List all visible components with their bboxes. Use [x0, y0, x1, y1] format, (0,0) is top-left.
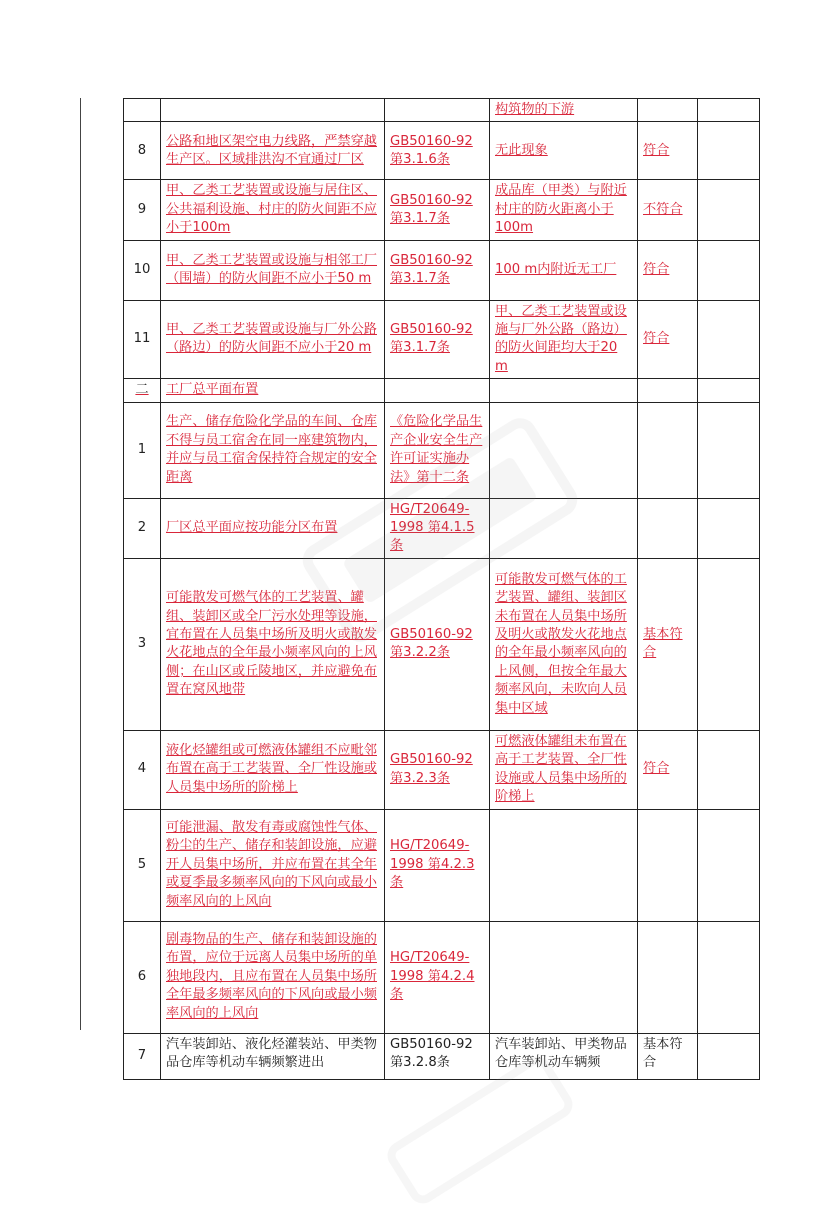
basis-cell: 《危险化学品生产企业安全生产许可证实施办法》第十二条 — [385, 402, 490, 498]
requirement-cell: 甲、乙类工艺装置或设施与相邻工厂（围墙）的防火间距不应小于50 m — [161, 240, 385, 300]
requirement-cell: 厂区总平面应按功能分区布置 — [161, 498, 385, 558]
basis-cell: GB50160-92 第3.1.7条 — [385, 300, 490, 379]
row-number: 6 — [124, 921, 161, 1033]
basis-cell: HG/T20649-1998 第4.1.5条 — [385, 498, 490, 558]
note-cell — [698, 402, 760, 498]
section-title: 工厂总平面布置 — [161, 379, 385, 402]
basis-cell — [385, 379, 490, 402]
table-row — [124, 730, 760, 809]
result-cell — [638, 402, 698, 498]
finding-cell — [490, 402, 638, 498]
note-cell — [698, 558, 760, 730]
row-number: 10 — [124, 240, 161, 300]
result-cell: 符合 — [638, 122, 698, 180]
result-cell — [638, 498, 698, 558]
requirement-cell — [161, 99, 385, 122]
note-cell — [698, 921, 760, 1033]
row-number: 7 — [124, 1033, 161, 1079]
row-number: 9 — [124, 180, 161, 240]
inspection-table — [123, 98, 760, 1080]
finding-cell: 可燃液体罐组未布置在高于工艺装置、全厂性设施或人员集中场所的阶梯上 — [490, 730, 638, 809]
result-cell — [638, 921, 698, 1033]
finding-cell: 100 m内附近无工厂 — [490, 240, 638, 300]
result-cell: 不符合 — [638, 180, 698, 240]
note-cell — [698, 180, 760, 240]
basis-cell — [385, 99, 490, 122]
table-row — [124, 498, 760, 558]
table-row — [124, 180, 760, 240]
table-row — [124, 240, 760, 300]
requirement-cell: 可能散发可燃气体的工艺装置、罐组、装卸区或全厂污水处理等设施，宜布置在人员集中场所及明火或散发火花地点的全年最小频率风向的上风侧；在山区或丘陵地区，并应避免布置在窝风地带 — [161, 558, 385, 730]
result-cell: 符合 — [638, 240, 698, 300]
row-number: 8 — [124, 122, 161, 180]
basis-cell: GB50160-92 第3.1.7条 — [385, 240, 490, 300]
row-number: 1 — [124, 402, 161, 498]
note-cell — [698, 300, 760, 379]
note-cell — [698, 809, 760, 921]
row-number: 2 — [124, 498, 161, 558]
row-number — [124, 99, 161, 122]
finding-cell: 汽车装卸站、甲类物品仓库等机动车辆频 — [490, 1033, 638, 1079]
note-cell — [698, 99, 760, 122]
row-number: 3 — [124, 558, 161, 730]
basis-cell: GB50160-92 第3.1.6条 — [385, 122, 490, 180]
requirement-cell: 生产、储存危险化学品的车间、仓库不得与员工宿舍在同一座建筑物内，并应与员工宿舍保持符合规定的安全距离 — [161, 402, 385, 498]
row-number: 11 — [124, 300, 161, 379]
basis-cell: HG/T20649-1998 第4.2.3条 — [385, 809, 490, 921]
basis-cell: GB50160-92 第3.2.2条 — [385, 558, 490, 730]
note-cell — [698, 498, 760, 558]
note-cell — [698, 240, 760, 300]
result-cell: 基本符合 — [638, 1033, 698, 1079]
finding-cell — [490, 379, 638, 402]
finding-cell: 成品库（甲类）与附近村庄的防火距离小于100m — [490, 180, 638, 240]
finding-cell: 无此现象 — [490, 122, 638, 180]
note-cell — [698, 730, 760, 809]
row-number: 4 — [124, 730, 161, 809]
section-number: 二 — [124, 379, 161, 402]
requirement-cell: 甲、乙类工艺装置或设施与厂外公路（路边）的防火间距不应小于20 m — [161, 300, 385, 379]
basis-cell: GB50160-92 第3.1.7条 — [385, 180, 490, 240]
requirement-cell: 甲、乙类工艺装置或设施与居住区、公共福利设施、村庄的防火间距不应小于100m — [161, 180, 385, 240]
requirement-cell: 公路和地区架空电力线路，严禁穿越生产区。区域排洪沟不宜通过厂区 — [161, 122, 385, 180]
result-cell — [638, 809, 698, 921]
finding-cell — [490, 498, 638, 558]
table-row — [124, 99, 760, 122]
table-row — [124, 402, 760, 498]
requirement-cell: 剧毒物品的生产、储存和装卸设施的布置，应位于远离人员集中场所的单独地段内，且应布置在人员集中场所全年最多频率风向的下风向或最小频率风向的上风向 — [161, 921, 385, 1033]
left-margin-rule — [80, 98, 81, 1030]
finding-cell: 构筑物的下游 — [490, 99, 638, 122]
result-cell — [638, 379, 698, 402]
result-cell — [638, 99, 698, 122]
basis-cell: GB50160-92 第3.2.3条 — [385, 730, 490, 809]
result-cell: 符合 — [638, 300, 698, 379]
row-number: 5 — [124, 809, 161, 921]
requirement-cell: 可能泄漏、散发有毒或腐蚀性气体、粉尘的生产、储存和装卸设施，应避开人员集中场所，并应布置在其全年或夏季最多频率风向的下风向或最小频率风向的上风向 — [161, 809, 385, 921]
table-row — [124, 809, 760, 921]
table-row — [124, 122, 760, 180]
note-cell — [698, 1033, 760, 1079]
requirement-cell: 液化烃罐组或可燃液体罐组不应毗邻布置在高于工艺装置、全厂性设施或人员集中场所的阶梯上 — [161, 730, 385, 809]
result-cell: 符合 — [638, 730, 698, 809]
table-row — [124, 558, 760, 730]
requirement-cell: 汽车装卸站、液化烃灌装站、甲类物品仓库等机动车辆频繁进出 — [161, 1033, 385, 1079]
table-row — [124, 921, 760, 1033]
finding-cell: 可能散发可燃气体的工艺装置、罐组、装卸区未布置在人员集中场所及明火或散发火花地点的全年最小频率风向的上风侧，但按全年最大频率风向，未吹向人员集中区域 — [490, 558, 638, 730]
finding-cell: 甲、乙类工艺装置或设施与厂外公路（路边）的防火间距均大于20 m — [490, 300, 638, 379]
table-row — [124, 300, 760, 379]
section-header-row — [124, 379, 760, 402]
table-row — [124, 1033, 760, 1079]
note-cell — [698, 122, 760, 180]
finding-cell — [490, 809, 638, 921]
note-cell — [698, 379, 760, 402]
result-cell: 基本符合 — [638, 558, 698, 730]
basis-cell: HG/T20649-1998 第4.2.4条 — [385, 921, 490, 1033]
basis-cell: GB50160-92 第3.2.8条 — [385, 1033, 490, 1079]
finding-cell — [490, 921, 638, 1033]
